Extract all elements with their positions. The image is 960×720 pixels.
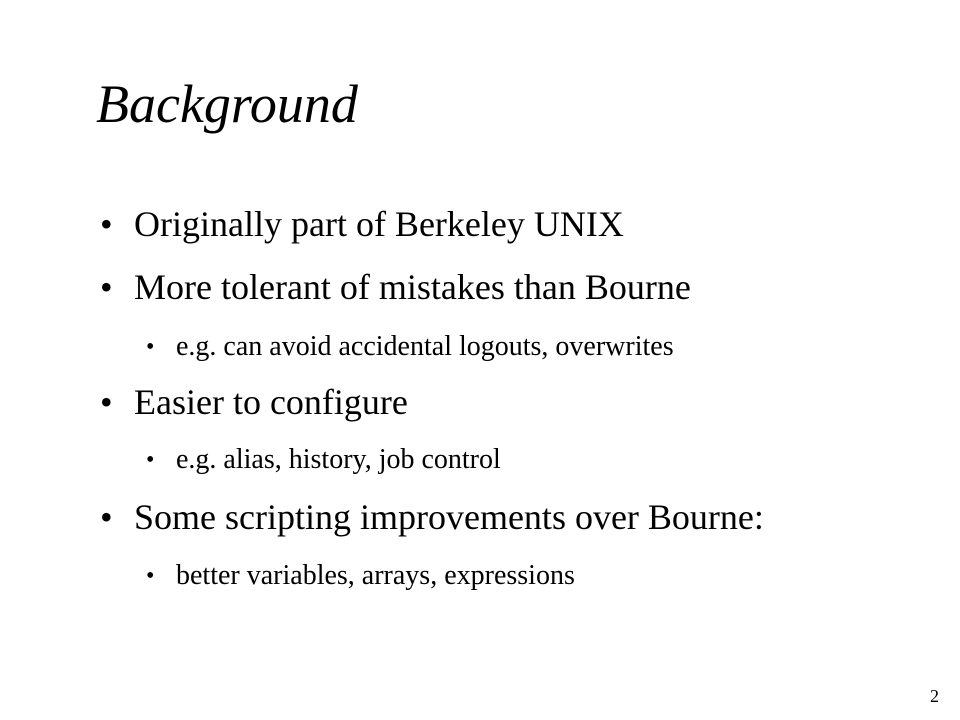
- bullet-icon: •: [100, 382, 113, 422]
- bullet-text: better variables, arrays, expressions: [176, 560, 575, 591]
- bullet-icon: •: [100, 204, 113, 244]
- bullet-icon: •: [146, 334, 155, 360]
- bullet-text: Easier to configure: [134, 382, 408, 422]
- bullet-text: More tolerant of mistakes than Bourne: [134, 267, 691, 307]
- bullet-icon: •: [100, 267, 113, 307]
- page-number: 2: [930, 686, 939, 706]
- bullet-icon: •: [146, 447, 155, 473]
- bullet-text: e.g. alias, history, job control: [176, 444, 501, 475]
- slide-title: Background: [96, 74, 358, 134]
- bullet-icon: •: [100, 497, 113, 537]
- bullet-text: Some scripting improvements over Bourne:: [134, 497, 764, 537]
- bullet-text: e.g. can avoid accidental logouts, overwrites: [176, 331, 674, 362]
- bullet-icon: •: [146, 563, 155, 589]
- bullet-text: Originally part of Berkeley UNIX: [134, 204, 624, 244]
